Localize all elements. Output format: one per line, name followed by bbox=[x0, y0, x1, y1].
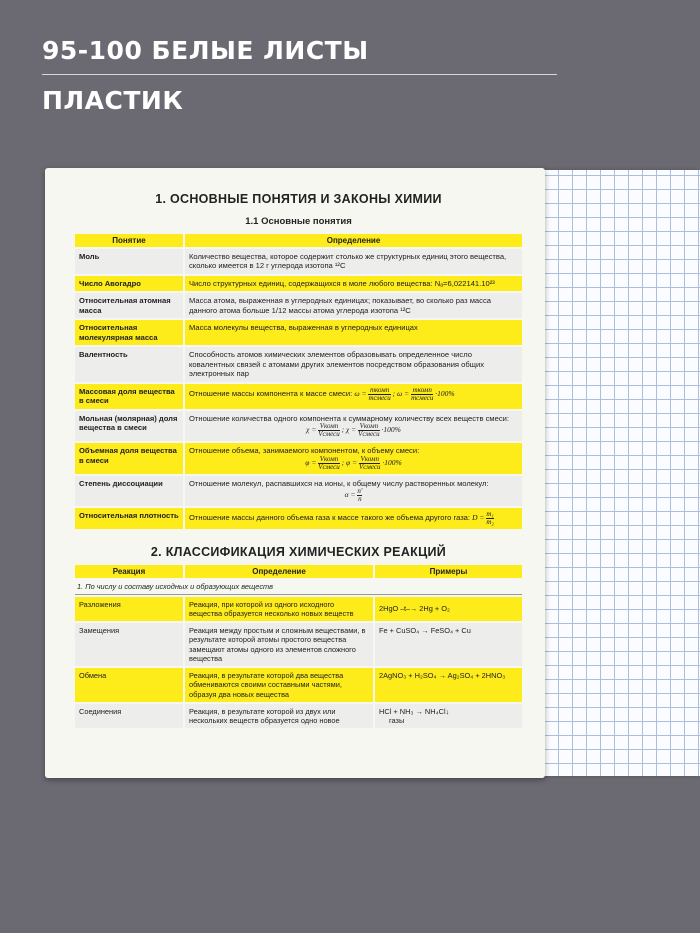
reaction-definition: Реакция, в результате которой из двух или нескольких веществ образуется одно новое bbox=[183, 704, 373, 729]
table-row bbox=[75, 623, 522, 666]
term-cell: Моль bbox=[75, 249, 183, 274]
reaction-example-cell bbox=[373, 704, 522, 729]
definition-cell: Число структурных единиц, содержащихся в моле любого вещества: Nₐ=6,022141.10²³ bbox=[183, 276, 522, 291]
formula-symbol: ; χ = bbox=[341, 425, 357, 435]
table-row bbox=[75, 704, 522, 729]
term-cell: Относительная атомная масса bbox=[75, 293, 183, 318]
definition-cell: Масса атома, выраженная в углеродных единицах; показывает, во сколько раз масса данного атома больше 1/12 массы атома углерода изотопа ¹²С bbox=[183, 293, 522, 318]
numerator: mкомп bbox=[369, 385, 390, 394]
reaction-definition: Реакция между простым и сложным веществами, в результате которой атомы простого вещества замещают атомы одного из элементов сложного вещества bbox=[183, 623, 373, 666]
fraction bbox=[486, 511, 494, 526]
denominator: mсмеси bbox=[411, 393, 434, 402]
definition-cell bbox=[183, 411, 522, 441]
formula-symbol: ω = bbox=[354, 389, 367, 399]
section1-title: 1. ОСНОВНЫЕ ПОНЯТИЯ И ЗАКОНЫ ХИМИИ bbox=[155, 192, 442, 206]
subsection1-title: 1.1 Основные понятия bbox=[245, 216, 352, 227]
table-row bbox=[75, 384, 522, 409]
grid-page bbox=[540, 170, 700, 776]
table-row bbox=[75, 347, 522, 381]
reaction-definition: Реакция, в результате которой два вещества обмениваются своими составными частями, образуя два новых вещества bbox=[183, 668, 373, 702]
column-header-definition: Определение bbox=[183, 234, 522, 247]
reaction-name: Замещения bbox=[75, 623, 183, 666]
definition-text: Отношение объема, занимаемого компонентом, к объему смеси: bbox=[189, 446, 420, 456]
reaction-example-note: газы bbox=[389, 716, 405, 726]
table-row bbox=[75, 293, 522, 318]
denominator: m₂ bbox=[486, 518, 494, 527]
term-cell: Мольная (молярная) доля вещества в смеси bbox=[75, 411, 183, 441]
definition-cell bbox=[183, 384, 522, 409]
numerator: m₁ bbox=[486, 510, 494, 519]
table-row bbox=[75, 443, 522, 473]
reaction-name: Разложения bbox=[75, 597, 183, 622]
formula bbox=[472, 510, 494, 527]
table-row bbox=[75, 508, 522, 529]
definition-text: Отношение молекул, распавшихся на ионы, к общему числу растворенных молекул: bbox=[189, 478, 489, 488]
definition-text: Отношение массы компонента к массе смеси: bbox=[189, 389, 353, 399]
definition-cell bbox=[183, 508, 522, 529]
table-row bbox=[75, 597, 522, 622]
table-row bbox=[75, 249, 522, 274]
formula-symbol: D = bbox=[472, 513, 485, 523]
definition-text: Отношение количества одного компонента к суммарному количеству всех веществ смеси: bbox=[189, 413, 510, 423]
term-cell: Объемная доля вещества в смеси bbox=[75, 443, 183, 473]
term-cell: Массовая доля вещества в смеси bbox=[75, 384, 183, 409]
reaction-name: Соединения bbox=[75, 704, 183, 729]
definition-cell: Способность атомов химических элементов образовывать определенное число ковалентных связей с атомами других элементов посредством образования общих электронных пар bbox=[183, 347, 522, 381]
table-row bbox=[75, 668, 522, 702]
denominator: n bbox=[358, 495, 362, 504]
divider bbox=[42, 74, 557, 75]
column-header-examples: Примеры bbox=[373, 565, 522, 578]
headline-subtitle: ПЛАСТИК bbox=[42, 86, 184, 115]
group-label: 1. По числу и составу исходных и образующих веществ bbox=[75, 580, 522, 594]
definition-cell bbox=[183, 443, 522, 473]
fraction bbox=[318, 423, 339, 438]
formula bbox=[189, 423, 518, 438]
reference-sheet bbox=[45, 168, 545, 778]
table-row bbox=[75, 276, 522, 291]
concepts-table bbox=[75, 232, 522, 531]
reactions-table bbox=[75, 563, 522, 730]
term-cell: Относительная молекулярная масса bbox=[75, 320, 183, 345]
formula bbox=[354, 385, 455, 402]
fraction bbox=[358, 423, 379, 438]
numerator: Vкомп bbox=[360, 454, 379, 463]
denominator: Vсмеси bbox=[318, 430, 340, 439]
formula bbox=[189, 456, 518, 471]
formula-tail: ·100% bbox=[381, 425, 401, 435]
section2-title: 2. КЛАССИФИКАЦИЯ ХИМИЧЕСКИХ РЕАКЦИЙ bbox=[150, 545, 447, 560]
fraction bbox=[368, 387, 390, 402]
reaction-example: Fe + CuSO₄ → FeSO₄ + Cu bbox=[373, 623, 522, 666]
formula-symbol: χ = bbox=[306, 425, 317, 435]
formula-symbol: ; φ = bbox=[341, 458, 358, 467]
fraction bbox=[318, 456, 339, 471]
term-cell: Валентность bbox=[75, 347, 183, 381]
column-header-term: Понятие bbox=[75, 234, 183, 247]
formula-tail: ·100% bbox=[435, 389, 455, 399]
denominator: mсмеси bbox=[368, 393, 391, 402]
term-cell: Число Авогадро bbox=[75, 276, 183, 291]
reaction-example: 2HgO ⎯t⎯→ 2Hg + O₂ bbox=[373, 597, 522, 622]
table-row bbox=[75, 411, 522, 441]
headline-title: 95-100 БЕЛЫЕ ЛИСТЫ bbox=[42, 36, 369, 65]
column-header-reaction: Реакция bbox=[75, 565, 183, 578]
definition-cell: Количество вещества, которое содержит столько же структурных единиц этого вещества, сколько имеется в 12 г углерода изотопа ¹²С bbox=[183, 249, 522, 274]
definition-cell: Масса молекулы вещества, выраженная в углеродных единицах bbox=[183, 320, 522, 345]
numerator: n' bbox=[357, 487, 363, 496]
formula-symbol: α = bbox=[344, 490, 356, 500]
column-header-definition: Определение bbox=[183, 565, 373, 578]
numerator: Vкомп bbox=[319, 422, 339, 431]
reaction-name: Обмена bbox=[75, 668, 183, 702]
term-cell: Степень диссоциации bbox=[75, 476, 183, 506]
denominator: Vсмеси bbox=[358, 430, 380, 439]
formula-tail: ·100% bbox=[382, 458, 402, 467]
table-row bbox=[75, 320, 522, 345]
reaction-example: HCl + NH₃ → NH₄Cl↓ bbox=[379, 706, 450, 716]
reaction-example: 2AgNO₃ + H₂SO₄ → Ag₂SO₄ + 2HNO₃ bbox=[373, 668, 522, 702]
numerator: Vкомп bbox=[319, 454, 339, 463]
group-row bbox=[75, 580, 522, 594]
denominator: Vсмеси bbox=[318, 462, 340, 471]
denominator: Vсмеси bbox=[358, 462, 381, 471]
formula-symbol: φ = bbox=[305, 458, 317, 467]
table-row bbox=[75, 476, 522, 506]
fraction bbox=[357, 488, 362, 503]
numerator: mкомп bbox=[412, 385, 432, 394]
formula-symbol: ; ω = bbox=[392, 389, 410, 399]
term-cell: Относительная плотность bbox=[75, 508, 183, 529]
fraction bbox=[359, 456, 380, 471]
numerator: Vкомп bbox=[359, 422, 379, 431]
definition-cell bbox=[183, 476, 522, 506]
definition-text: Отношение массы данного объема газа к массе такого же объема другого газа: bbox=[189, 513, 471, 523]
reaction-definition: Реакция, при которой из одного исходного вещества образуется несколько новых веществ bbox=[183, 597, 373, 622]
formula bbox=[189, 488, 518, 503]
fraction bbox=[411, 387, 433, 402]
